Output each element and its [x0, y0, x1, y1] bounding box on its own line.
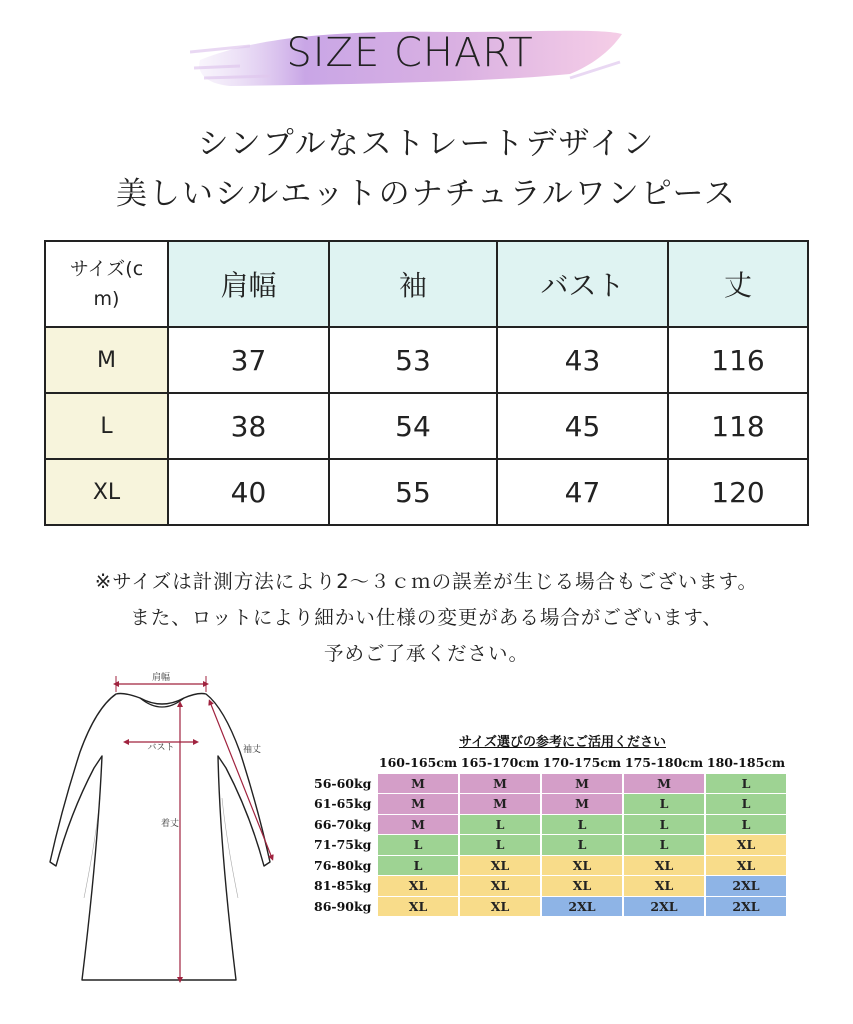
bust-value: 43 [497, 327, 668, 393]
size-cell: L [624, 815, 704, 835]
weight-label: 66-70kg [314, 816, 372, 832]
shoulder-value: 40 [168, 459, 329, 525]
column-header-shoulder: 肩幅 [168, 241, 329, 327]
table-row [314, 876, 786, 896]
shoulder-value: 38 [168, 393, 329, 459]
size-cell: L [460, 815, 540, 835]
size-cell: XL [542, 876, 622, 896]
size-cell: 2XL [706, 876, 786, 896]
size-cell: L [542, 835, 622, 855]
size-cell: M [378, 774, 458, 794]
corner-label-line-2: m) [93, 288, 120, 310]
note-line-3: 予めご了承ください。 [323, 642, 529, 665]
size-cell: XL [378, 876, 458, 896]
size-cell: L [624, 835, 704, 855]
corner-label [45, 241, 168, 327]
height-header-row [314, 753, 786, 773]
shoulder-label: 肩幅 [151, 673, 171, 683]
subtitle-line-1: シンプルなストレートデザイン [197, 126, 656, 162]
height-header: 165-170cm [460, 755, 540, 771]
size-cell: L [706, 815, 786, 835]
size-cell: XL [460, 856, 540, 876]
size-cell: M [542, 794, 622, 814]
weight-label: 56-60kg [314, 775, 372, 791]
size-cell: L [460, 835, 540, 855]
height-header: 180-185cm [706, 755, 786, 771]
size-cell: XL [460, 876, 540, 896]
length-value: 118 [668, 393, 808, 459]
length-label: 着丈 [160, 819, 180, 829]
sleeve-value: 54 [329, 393, 497, 459]
weight-label: 76-80kg [314, 857, 372, 873]
dress-measurement-diagram [44, 668, 276, 1016]
size-cell: L [624, 794, 704, 814]
size-cell: 2XL [624, 897, 704, 917]
size-cell: L [542, 815, 622, 835]
column-header-sleeve: 袖 [329, 241, 497, 327]
size-cell: XL [624, 876, 704, 896]
size-cell: XL [624, 856, 704, 876]
size-cell: 2XL [706, 897, 786, 917]
column-header-bust: バスト [497, 241, 668, 327]
size-cell: M [378, 815, 458, 835]
column-header-length: 丈 [668, 241, 808, 327]
recommendation-body [314, 774, 786, 917]
height-header: 160-165cm [378, 755, 458, 771]
table-row [314, 856, 786, 876]
shoulder-value: 37 [168, 327, 329, 393]
bust-label: バスト [147, 743, 175, 753]
size-cell: XL [706, 856, 786, 876]
bust-value: 45 [497, 393, 668, 459]
corner-label-line-1: サイズ(c [69, 258, 144, 280]
note-line-2: また、ロットにより細かい仕様の変更がある場合がございます、 [130, 606, 723, 629]
size-cell: M [542, 774, 622, 794]
subtitle-line-2: 美しいシルエットのナチュラルワンピース [116, 176, 737, 212]
size-cell: XL [706, 835, 786, 855]
sleeve-value: 55 [329, 459, 497, 525]
sleeve-label: 袖丈 [242, 745, 262, 755]
size-cell: M [378, 794, 458, 814]
bust-value: 47 [497, 459, 668, 525]
table-row [45, 459, 808, 525]
size-cell: XL [378, 897, 458, 917]
size-cell: L [706, 774, 786, 794]
size-table [44, 240, 809, 526]
note-line-1: ※サイズは計測方法により2～３ｃｍの誤差が生じる場合もございます。 [94, 570, 759, 593]
table-row [45, 327, 808, 393]
size-cell: 2XL [542, 897, 622, 917]
weight-label: 86-90kg [314, 898, 372, 914]
size-cell: L [378, 835, 458, 855]
length-value: 116 [668, 327, 808, 393]
height-header: 170-175cm [542, 755, 622, 771]
table-row [314, 774, 786, 794]
empty-corner [314, 753, 376, 773]
table-row [314, 794, 786, 814]
height-header: 175-180cm [624, 755, 704, 771]
weight-label: 61-65kg [314, 796, 372, 812]
size-cell: M [460, 774, 540, 794]
sleeve-value: 53 [329, 327, 497, 393]
table-row [45, 393, 808, 459]
size-cell: XL [460, 897, 540, 917]
dress-outline [50, 694, 270, 981]
size-label: L [45, 393, 168, 459]
size-cell: L [378, 856, 458, 876]
recommendation-title: サイズ選びの参考にご活用ください [459, 735, 666, 750]
size-label: XL [45, 459, 168, 525]
table-row [314, 897, 786, 917]
weight-label: 71-75kg [314, 837, 372, 853]
size-table-header-row [45, 241, 808, 327]
page-title: SIZE CHART [286, 30, 534, 76]
length-value: 120 [668, 459, 808, 525]
size-cell: M [460, 794, 540, 814]
recommendation-table [312, 752, 788, 917]
table-row [314, 815, 786, 835]
weight-label: 81-85kg [314, 878, 372, 894]
size-label: M [45, 327, 168, 393]
size-cell: XL [542, 856, 622, 876]
size-cell: L [706, 794, 786, 814]
table-row [314, 835, 786, 855]
size-cell: M [624, 774, 704, 794]
